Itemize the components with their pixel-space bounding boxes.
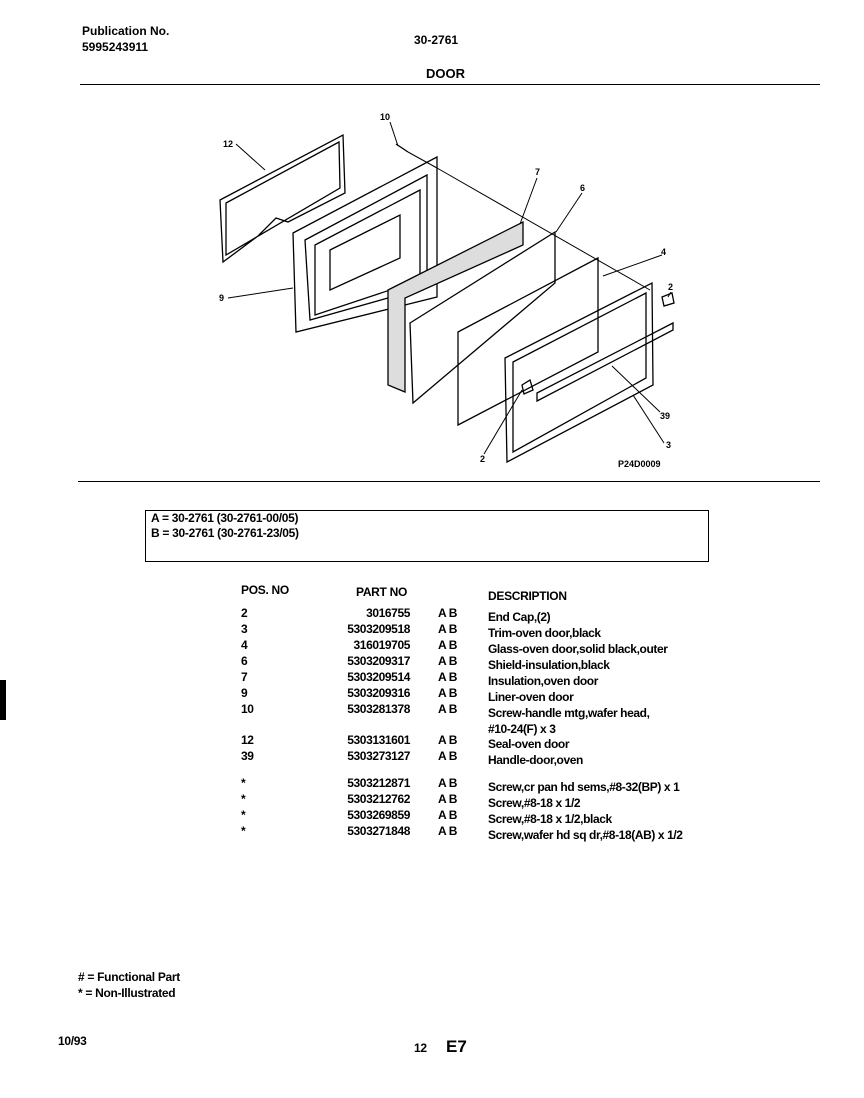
part-number-cell: 5303131601 (347, 733, 410, 747)
table-row (0, 686, 864, 702)
table-row (0, 808, 864, 824)
callout-2-top: 2 (668, 282, 674, 292)
pos-cell: 7 (241, 670, 248, 684)
model-applicability-cell: A B (438, 824, 458, 838)
description-cell: Screw-handle mtg,wafer head, (488, 706, 650, 720)
model-applicability-cell: A B (438, 792, 458, 806)
model-applicability-cell: A B (438, 733, 458, 747)
pos-cell: 2 (241, 606, 248, 620)
pos-cell: 12 (241, 733, 254, 747)
model-legend-box (145, 510, 709, 562)
non-illustrated-note: * = Non-Illustrated (78, 986, 176, 1000)
description-cell: Screw,cr pan hd sems,#8-32(BP) x 1 (488, 780, 680, 794)
description-cell: Screw,wafer hd sq dr,#8-18(AB) x 1/2 (488, 828, 683, 842)
pos-cell: 10 (241, 702, 254, 716)
end-cap-part (662, 293, 674, 306)
part-number-cell: 316019705 (353, 638, 410, 652)
footer-code: E7 (446, 1037, 467, 1056)
callout-4: 4 (661, 247, 667, 257)
callout-2-bottom: 2 (480, 454, 486, 464)
liner-window (330, 215, 400, 290)
liner-part (293, 157, 437, 332)
table-row (0, 638, 864, 654)
seal-part (220, 135, 345, 262)
pos-cell: 6 (241, 654, 248, 668)
section-title: DOOR (426, 66, 465, 81)
pos-cell: * (241, 808, 246, 822)
callout-6: 6 (580, 183, 586, 193)
publication-label: Publication No. (82, 24, 170, 38)
callout-10: 10 (380, 112, 391, 122)
model-applicability-cell: A B (438, 606, 458, 620)
trim-part (505, 283, 653, 462)
part-number-cell: 5303281378 (347, 702, 410, 716)
table-row (0, 606, 864, 622)
description-cell: Seal-oven door (488, 737, 570, 751)
model-applicability-cell: A B (438, 749, 458, 763)
pos-cell: * (241, 824, 246, 838)
table-row (0, 824, 864, 840)
model-b: B = 30-2761 (30-2761-23/05) (151, 526, 299, 540)
table-row (0, 654, 864, 670)
description-cell: Handle-door,oven (488, 753, 583, 767)
part-number-cell: 5303269859 (347, 808, 410, 822)
model-applicability-cell: A B (438, 654, 458, 668)
table-row (0, 792, 864, 808)
model-applicability-cell: A B (438, 670, 458, 684)
callout-3: 3 (666, 440, 672, 450)
description-cell: Screw,#8-18 x 1/2,black (488, 812, 612, 826)
table-row (0, 670, 864, 686)
description-cell: Insulation,oven door (488, 674, 599, 688)
part-number-cell: 5303209514 (347, 670, 410, 684)
part-number-cell: 5303273127 (347, 749, 410, 763)
functional-note: # = Functional Part (78, 970, 180, 984)
table-row (0, 718, 864, 734)
glass-part (458, 258, 598, 425)
publication-number: 5995243911 (82, 40, 149, 54)
figure-id: P24D0009 (618, 459, 661, 469)
model-applicability-cell: A B (438, 702, 458, 716)
model-applicability-cell: A B (438, 808, 458, 822)
model-number: 30-2761 (414, 33, 459, 47)
pos-cell: * (241, 792, 246, 806)
callout-7: 7 (535, 167, 541, 177)
table-row (0, 622, 864, 638)
description-cell: #10-24(F) x 3 (488, 722, 556, 736)
part-number-cell: 5303209316 (347, 686, 410, 700)
callout-12: 12 (223, 139, 234, 149)
description-cell: End Cap,(2) (488, 610, 551, 624)
pos-cell: 3 (241, 622, 248, 636)
part-number-cell: 5303212762 (347, 792, 410, 806)
pos-cell: 39 (241, 749, 254, 763)
part-number-cell: 5303209518 (347, 622, 410, 636)
pos-cell: 9 (241, 686, 248, 700)
part-number-cell: 5303212871 (347, 776, 410, 790)
table-row (0, 749, 864, 765)
description-cell: Trim-oven door,black (488, 626, 601, 640)
description-cell: Shield-insulation,black (488, 658, 610, 672)
model-applicability-cell: A B (438, 638, 458, 652)
table-row (0, 776, 864, 792)
table-row (0, 733, 864, 749)
description-cell: Screw,#8-18 x 1/2 (488, 796, 581, 810)
footer-date: 10/93 (58, 1034, 87, 1048)
footer-page: 12 (414, 1041, 427, 1055)
part-number-cell: 3016755 (366, 606, 410, 620)
header-desc: DESCRIPTION (488, 589, 567, 603)
model-applicability-cell: A B (438, 776, 458, 790)
part-number-cell: 5303209317 (347, 654, 410, 668)
callout-39: 39 (660, 411, 671, 421)
model-a: A = 30-2761 (30-2761-00/05) (151, 511, 299, 525)
diagram-rule (78, 481, 820, 482)
pos-cell: 4 (241, 638, 248, 652)
table-row (0, 702, 864, 718)
description-cell: Glass-oven door,solid black,outer (488, 642, 668, 656)
header-pos: POS. NO (241, 583, 289, 597)
header-part: PART NO (356, 585, 408, 599)
model-applicability-cell: A B (438, 622, 458, 636)
callout-9: 9 (219, 293, 225, 303)
part-number-cell: 5303271848 (347, 824, 410, 838)
model-applicability-cell: A B (438, 686, 458, 700)
description-cell: Liner-oven door (488, 690, 574, 704)
pos-cell: * (241, 776, 246, 790)
